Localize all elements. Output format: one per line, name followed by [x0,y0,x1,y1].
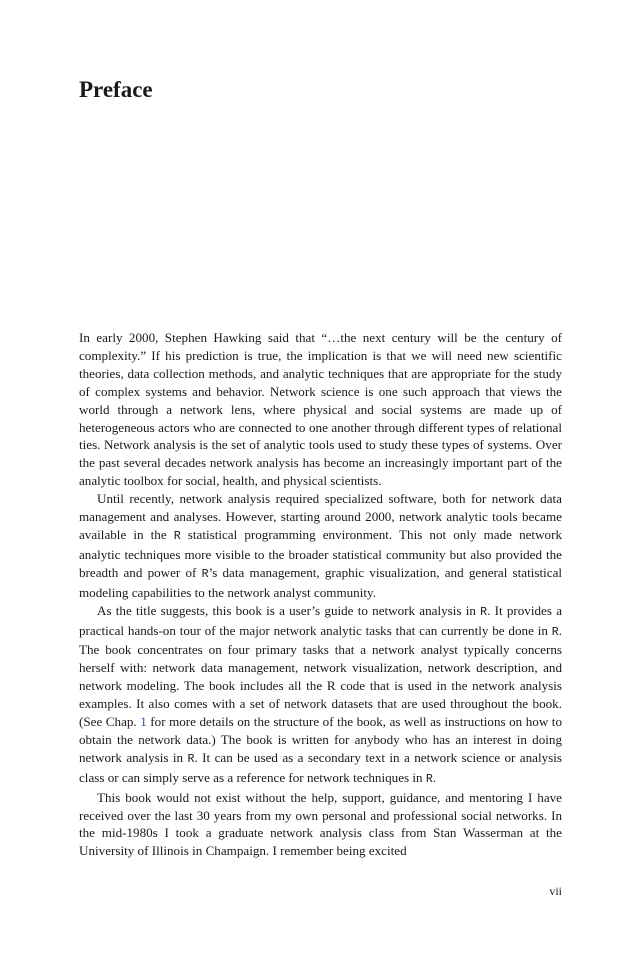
paragraph-3-text-2: . It provides a practical hands-on tour of the major network analytic tasks that can currently be done in [79,602,563,638]
paragraph-2 [79,490,562,601]
paragraph-3-text-6: . [432,769,437,785]
paragraph-2-text-3: ’s data management, graphic visualization, and general statistical modeling capabilities to the network analyst community. [79,564,563,600]
paragraph-3-text-3: . The book concentrates on four primary tasks that a network analyst typically concerns herself with: network data management, network visualization, network description, and network modeling. The book includes all the R code that is used in the network analysis examples. It also comes with a set of network datasets that are used throughout the book. (See Chap. [79,622,562,730]
r-language-name: R [201,567,209,581]
paragraph-2-text-2: statistical programming environment. This not only made network analytic techniques more visible to the broader statistical community but also provided the breadth and power of [79,526,562,580]
r-language-name: R [425,772,433,786]
paragraph-3-text-1: As the title suggests, this book is a user’s guide to network analysis in [97,602,481,618]
page-number: vii [549,884,562,898]
paragraph-3 [79,602,562,789]
chapter-1-link[interactable]: 1 [140,714,147,730]
r-language-name: R [173,529,181,543]
paragraph-3-text-5: . It can be used as a secondary text in a network science or analysis class or can simply serve as a reference for network techniques in [79,749,562,785]
preface-body [79,329,562,860]
r-language-name: R [551,625,559,639]
chapter-title: Preface [79,77,153,102]
paragraph-2-text-1: Until recently, network analysis required specialized software, both for network data management and analyses. However, starting around 2000, network analytic tools became available in the [79,491,562,542]
paragraph-1: In early 2000, Stephen Hawking said that “…the next century will be the century of complexity.” If his prediction is true, the implication is that we will need new scientific theories, data collection methods, and analytic techniques that are appropriate for the study of complex systems and behavior. Network science is one such approach that views the world through a network lens, where physical and social systems are made up of heterogeneous actors who are connected to one another through different types of relational ties. Network analysis is the set of analytic tools used to study these types of systems. Over the past several decades network analysis has become an increasingly important part of the analytic toolbox for social, health, and physical scientists. [79,330,562,489]
paragraph-3-text-4: for more details on the structure of the book, as well as instructions on how to obtain the network data.) The book is written for anybody who has an interest in doing network analysis in [79,714,562,765]
r-language-name: R [187,752,195,766]
r-language-name: R [480,605,488,619]
paragraph-4: This book would not exist without the help, support, guidance, and mentoring I have received over the last 30 years from my own personal and professional social networks. In the mid-1980s I took a graduate network analysis class from Stan Wasserman at the University of Illinois in Champaign. I remember being excited [79,789,562,859]
